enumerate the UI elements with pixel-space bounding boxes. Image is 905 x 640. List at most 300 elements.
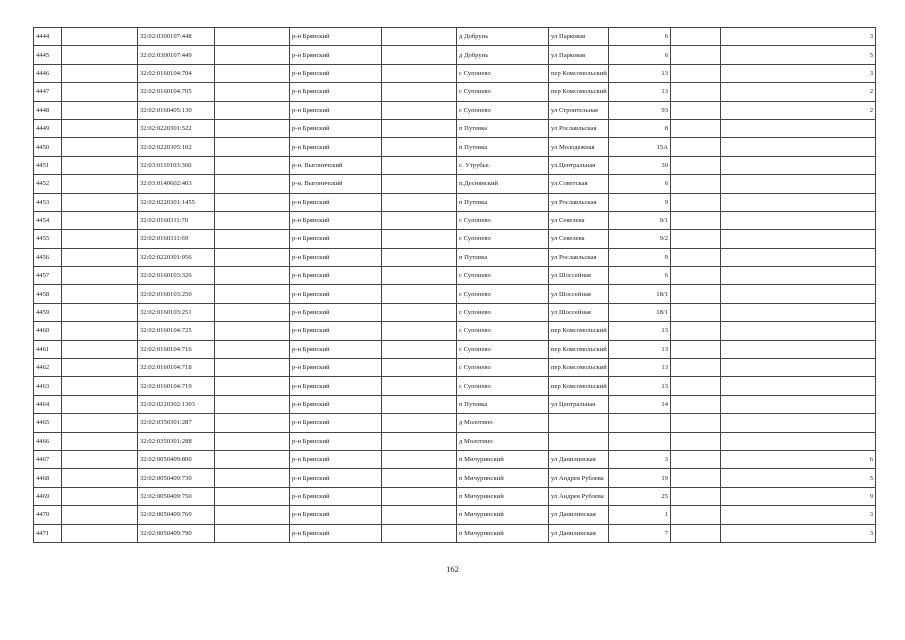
record-id-cell: 4463	[34, 377, 62, 395]
blank-cell	[215, 101, 290, 119]
blank-cell	[62, 340, 138, 358]
table-row	[34, 138, 876, 156]
table-row	[34, 340, 876, 358]
blank-cell	[671, 487, 721, 505]
blank-cell	[62, 138, 138, 156]
blank-cell	[62, 101, 138, 119]
locality-cell: д Молотино	[457, 414, 549, 432]
house-number-cell: 9/2	[609, 230, 671, 248]
cadastral-number-cell: 32:02:0050409:730	[138, 469, 215, 487]
table-body	[34, 28, 876, 543]
street-cell: ул Севелева	[549, 211, 609, 229]
district-cell: р-н Брянский	[290, 487, 382, 505]
district-cell: р-н Брянский	[290, 303, 382, 321]
locality-cell: с. Утрубье.	[457, 156, 549, 174]
house-number-cell: 13	[609, 340, 671, 358]
apartment-number-cell: 3	[721, 64, 876, 82]
blank-cell	[62, 28, 138, 46]
record-id-cell: 4460	[34, 322, 62, 340]
locality-cell: с Супонево	[457, 230, 549, 248]
blank-cell	[671, 230, 721, 248]
table-row	[34, 248, 876, 266]
district-cell: р-н Брянский	[290, 432, 382, 450]
blank-cell	[215, 156, 290, 174]
blank-cell	[62, 359, 138, 377]
blank-cell	[62, 156, 138, 174]
district-cell: р-н Брянский	[290, 469, 382, 487]
cadastral-number-cell: 32:02:0160104:718	[138, 359, 215, 377]
table-row	[34, 64, 876, 82]
district-cell: р-н Брянский	[290, 450, 382, 468]
blank-cell	[671, 377, 721, 395]
apartment-number-cell: 5	[721, 46, 876, 64]
street-cell: ул.Советская	[549, 175, 609, 193]
district-cell: р-н Брянский	[290, 267, 382, 285]
cadastral-number-cell: 32:02:0350301:288	[138, 432, 215, 450]
apartment-number-cell	[721, 414, 876, 432]
house-number-cell: 8	[609, 119, 671, 137]
apartment-number-cell	[721, 285, 876, 303]
street-cell: ул Строительная	[549, 101, 609, 119]
apartment-number-cell	[721, 303, 876, 321]
table-row	[34, 156, 876, 174]
record-id-cell: 4455	[34, 230, 62, 248]
locality-cell: п Мичуринский	[457, 450, 549, 468]
street-cell: ул Андрея Рублева	[549, 469, 609, 487]
blank-cell	[671, 211, 721, 229]
blank-cell	[62, 230, 138, 248]
blank-cell	[671, 395, 721, 413]
blank-cell	[62, 193, 138, 211]
table-row	[34, 101, 876, 119]
blank-cell	[215, 83, 290, 101]
house-number-cell: 18/1	[609, 285, 671, 303]
street-cell: ул Севелева	[549, 230, 609, 248]
apartment-number-cell	[721, 432, 876, 450]
blank-cell	[215, 322, 290, 340]
record-id-cell: 4462	[34, 359, 62, 377]
blank-cell	[671, 175, 721, 193]
house-number-cell: 13	[609, 359, 671, 377]
cadastral-number-cell: 32:02:0050409:750	[138, 487, 215, 505]
street-cell: пер Комсомольский	[549, 340, 609, 358]
district-cell: р-н Брянский	[290, 64, 382, 82]
table-row	[34, 28, 876, 46]
house-number-cell: 19	[609, 469, 671, 487]
record-id-cell: 4451	[34, 156, 62, 174]
table-row	[34, 432, 876, 450]
blank-cell	[62, 450, 138, 468]
cadastral-number-cell: 32:02:0160104:704	[138, 64, 215, 82]
record-id-cell: 4469	[34, 487, 62, 505]
street-cell: ул Парковая	[549, 28, 609, 46]
table-row	[34, 119, 876, 137]
blank-cell	[382, 414, 457, 432]
blank-cell	[671, 450, 721, 468]
apartment-number-cell	[721, 156, 876, 174]
table-row	[34, 359, 876, 377]
district-cell: р-н Брянский	[290, 340, 382, 358]
blank-cell	[215, 175, 290, 193]
record-id-cell: 4452	[34, 175, 62, 193]
locality-cell: п.Деснянский	[457, 175, 549, 193]
locality-cell: п Мичуринский	[457, 506, 549, 524]
locality-cell: д Добрунь	[457, 46, 549, 64]
cadastral-number-cell: 32:02:0220305:102	[138, 138, 215, 156]
house-number-cell: 14	[609, 395, 671, 413]
cadastral-number-cell: 32:02:0160104:705	[138, 83, 215, 101]
house-number-cell: 13	[609, 377, 671, 395]
district-cell: р-н Брянский	[290, 248, 382, 266]
apartment-number-cell	[721, 175, 876, 193]
blank-cell	[671, 138, 721, 156]
blank-cell	[671, 267, 721, 285]
district-cell: р-н Брянский	[290, 524, 382, 542]
locality-cell: д Молотино	[457, 432, 549, 450]
blank-cell	[62, 64, 138, 82]
blank-cell	[215, 432, 290, 450]
district-cell: р-н Брянский	[290, 46, 382, 64]
apartment-number-cell	[721, 267, 876, 285]
district-cell: р-н Брянский	[290, 414, 382, 432]
record-id-cell: 4466	[34, 432, 62, 450]
cadastral-number-cell: 32:02:0220301:1455	[138, 193, 215, 211]
record-id-cell: 4449	[34, 119, 62, 137]
blank-cell	[62, 469, 138, 487]
locality-cell: п Мичуринский	[457, 469, 549, 487]
house-number-cell: 9	[609, 248, 671, 266]
blank-cell	[382, 248, 457, 266]
street-cell: ул.Центральная	[549, 156, 609, 174]
street-cell: пер Комсомольский	[549, 64, 609, 82]
blank-cell	[215, 230, 290, 248]
locality-cell: п Мичуринский	[457, 524, 549, 542]
blank-cell	[382, 377, 457, 395]
apartment-number-cell: 6	[721, 450, 876, 468]
blank-cell	[62, 524, 138, 542]
record-id-cell: 4470	[34, 506, 62, 524]
cadastral-number-cell: 32:02:0050409:760	[138, 506, 215, 524]
blank-cell	[62, 119, 138, 137]
street-cell: ул Молодежная	[549, 138, 609, 156]
house-number-cell: 1	[609, 506, 671, 524]
record-id-cell: 4445	[34, 46, 62, 64]
blank-cell	[382, 193, 457, 211]
house-number-cell: 25	[609, 487, 671, 505]
blank-cell	[62, 83, 138, 101]
street-cell: ул Рославльская	[549, 248, 609, 266]
district-cell: р-н Брянский	[290, 119, 382, 137]
table-row	[34, 285, 876, 303]
table-row	[34, 414, 876, 432]
apartment-number-cell: 3	[721, 506, 876, 524]
blank-cell	[382, 524, 457, 542]
blank-cell	[382, 101, 457, 119]
street-cell: ул Шоссейная	[549, 285, 609, 303]
street-cell: ул Данилинская	[549, 524, 609, 542]
street-cell: ул Данилинская	[549, 506, 609, 524]
table-row	[34, 211, 876, 229]
apartment-number-cell	[721, 119, 876, 137]
street-cell	[549, 432, 609, 450]
district-cell: р-н. Выгоничский	[290, 175, 382, 193]
blank-cell	[382, 487, 457, 505]
blank-cell	[382, 359, 457, 377]
street-cell: пер Комсомольский	[549, 83, 609, 101]
blank-cell	[671, 46, 721, 64]
apartment-number-cell: 5	[721, 469, 876, 487]
blank-cell	[671, 64, 721, 82]
house-number-cell: 18/1	[609, 303, 671, 321]
blank-cell	[382, 267, 457, 285]
blank-cell	[62, 414, 138, 432]
house-number-cell: 6	[609, 267, 671, 285]
cadastral-number-cell: 32:02:0160104:719	[138, 377, 215, 395]
house-number-cell: 93	[609, 101, 671, 119]
table-row	[34, 469, 876, 487]
house-number-cell: 15А	[609, 138, 671, 156]
locality-cell: с Супонево	[457, 267, 549, 285]
blank-cell	[671, 432, 721, 450]
cadastral-number-cell: 32:02:0160103:250	[138, 285, 215, 303]
district-cell: р-н Брянский	[290, 377, 382, 395]
house-number-cell: 3	[609, 450, 671, 468]
apartment-number-cell	[721, 340, 876, 358]
district-cell: р-н Брянский	[290, 359, 382, 377]
blank-cell	[382, 138, 457, 156]
blank-cell	[382, 46, 457, 64]
blank-cell	[215, 303, 290, 321]
blank-cell	[382, 432, 457, 450]
blank-cell	[215, 193, 290, 211]
house-number-cell: 6	[609, 175, 671, 193]
district-cell: р-н Брянский	[290, 211, 382, 229]
blank-cell	[382, 175, 457, 193]
cadastral-number-cell: 32:02:0160103:326	[138, 267, 215, 285]
blank-cell	[62, 432, 138, 450]
cadastral-number-cell: 32:03:0140602:403	[138, 175, 215, 193]
blank-cell	[62, 506, 138, 524]
blank-cell	[215, 487, 290, 505]
blank-cell	[215, 359, 290, 377]
street-cell: ул Андрея Рублева	[549, 487, 609, 505]
blank-cell	[382, 303, 457, 321]
blank-cell	[62, 285, 138, 303]
district-cell: р-н Брянский	[290, 506, 382, 524]
apartment-number-cell: 2	[721, 101, 876, 119]
table-row	[34, 322, 876, 340]
cadastral-number-cell: 32:02:0160103:251	[138, 303, 215, 321]
street-cell: ул Шоссейная	[549, 267, 609, 285]
blank-cell	[671, 285, 721, 303]
blank-cell	[215, 414, 290, 432]
house-number-cell: 9	[609, 193, 671, 211]
blank-cell	[671, 414, 721, 432]
record-id-cell: 4446	[34, 64, 62, 82]
blank-cell	[215, 450, 290, 468]
blank-cell	[62, 303, 138, 321]
table-row	[34, 303, 876, 321]
table-row	[34, 524, 876, 542]
page-number: 162	[446, 564, 459, 574]
house-number-cell: 13	[609, 83, 671, 101]
blank-cell	[215, 469, 290, 487]
blank-cell	[62, 267, 138, 285]
cadastral-number-cell: 32:02:0220301:956	[138, 248, 215, 266]
street-cell: пер Комсомольский	[549, 322, 609, 340]
locality-cell: д Добрунь	[457, 28, 549, 46]
blank-cell	[671, 340, 721, 358]
locality-cell: с Супонево	[457, 377, 549, 395]
record-id-cell: 4448	[34, 101, 62, 119]
record-id-cell: 4468	[34, 469, 62, 487]
blank-cell	[671, 359, 721, 377]
table-row	[34, 46, 876, 64]
district-cell: р-н Брянский	[290, 230, 382, 248]
cadastral-number-cell: 32:02:0350301:287	[138, 414, 215, 432]
district-cell: р-н Брянский	[290, 395, 382, 413]
blank-cell	[382, 285, 457, 303]
blank-cell	[215, 64, 290, 82]
locality-cell: с Супонево	[457, 303, 549, 321]
street-cell: ул Шоссейная	[549, 303, 609, 321]
district-cell: р-н. Выгоничский	[290, 156, 382, 174]
blank-cell	[382, 119, 457, 137]
apartment-number-cell: 2	[721, 83, 876, 101]
district-cell: р-н Брянский	[290, 101, 382, 119]
blank-cell	[215, 267, 290, 285]
blank-cell	[215, 506, 290, 524]
blank-cell	[215, 285, 290, 303]
district-cell: р-н Брянский	[290, 138, 382, 156]
blank-cell	[671, 193, 721, 211]
locality-cell: с Супонево	[457, 101, 549, 119]
blank-cell	[671, 524, 721, 542]
cadastral-number-cell: 32:02:0160104:725	[138, 322, 215, 340]
cadastral-number-cell: 32:02:0300107:448	[138, 28, 215, 46]
street-cell: пер Комсомольский	[549, 359, 609, 377]
apartment-number-cell	[721, 377, 876, 395]
blank-cell	[382, 322, 457, 340]
blank-cell	[62, 395, 138, 413]
apartment-number-cell	[721, 230, 876, 248]
cadastral-number-cell: 32:02:0160311:70	[138, 211, 215, 229]
district-cell: р-н Брянский	[290, 83, 382, 101]
apartment-number-cell	[721, 211, 876, 229]
apartment-number-cell: 3	[721, 28, 876, 46]
record-id-cell: 4457	[34, 267, 62, 285]
locality-cell: п Путевка	[457, 119, 549, 137]
blank-cell	[382, 230, 457, 248]
table-row	[34, 175, 876, 193]
house-number-cell: 30	[609, 156, 671, 174]
record-id-cell: 4454	[34, 211, 62, 229]
locality-cell: п Путевка	[457, 248, 549, 266]
blank-cell	[671, 248, 721, 266]
blank-cell	[382, 156, 457, 174]
house-number-cell	[609, 432, 671, 450]
apartment-number-cell	[721, 193, 876, 211]
locality-cell: с Супонево	[457, 211, 549, 229]
apartment-number-cell	[721, 395, 876, 413]
blank-cell	[671, 119, 721, 137]
blank-cell	[382, 211, 457, 229]
blank-cell	[215, 28, 290, 46]
apartment-number-cell: 3	[721, 524, 876, 542]
blank-cell	[671, 83, 721, 101]
locality-cell: с Супонево	[457, 285, 549, 303]
blank-cell	[62, 248, 138, 266]
locality-cell: п Мичуринский	[457, 487, 549, 505]
blank-cell	[215, 340, 290, 358]
table-row	[34, 230, 876, 248]
blank-cell	[382, 450, 457, 468]
cadastral-number-cell: 32:02:0160311:69	[138, 230, 215, 248]
house-number-cell: 6	[609, 46, 671, 64]
blank-cell	[671, 101, 721, 119]
blank-cell	[62, 46, 138, 64]
blank-cell	[62, 322, 138, 340]
record-id-cell: 4450	[34, 138, 62, 156]
locality-cell: с Супонево	[457, 340, 549, 358]
blank-cell	[671, 322, 721, 340]
apartment-number-cell	[721, 359, 876, 377]
blank-cell	[382, 469, 457, 487]
table-row	[34, 377, 876, 395]
house-number-cell: 9/1	[609, 211, 671, 229]
locality-cell: с Супонево	[457, 322, 549, 340]
blank-cell	[382, 83, 457, 101]
street-cell: ул Парковая	[549, 46, 609, 64]
table-row	[34, 487, 876, 505]
table-row	[34, 83, 876, 101]
blank-cell	[382, 340, 457, 358]
apartment-number-cell	[721, 138, 876, 156]
locality-cell: п Путевка	[457, 395, 549, 413]
blank-cell	[62, 211, 138, 229]
cadastral-number-cell: 32:02:0050409:790	[138, 524, 215, 542]
record-id-cell: 4465	[34, 414, 62, 432]
record-id-cell: 4447	[34, 83, 62, 101]
table-row	[34, 267, 876, 285]
district-cell: р-н Брянский	[290, 285, 382, 303]
cadastral-number-cell: 32:02:0300107:449	[138, 46, 215, 64]
house-number-cell: 13	[609, 64, 671, 82]
blank-cell	[62, 487, 138, 505]
record-id-cell: 4464	[34, 395, 62, 413]
blank-cell	[215, 211, 290, 229]
table-row	[34, 193, 876, 211]
street-cell: пер Комсомольский	[549, 377, 609, 395]
table-row	[34, 450, 876, 468]
table-row	[34, 506, 876, 524]
cadastral-number-cell: 32:03:0110103:360	[138, 156, 215, 174]
street-cell	[549, 414, 609, 432]
house-number-cell: 6	[609, 28, 671, 46]
cadastral-number-cell: 32:02:0160104:716	[138, 340, 215, 358]
locality-cell: с Супонево	[457, 64, 549, 82]
street-cell: ул Центральная	[549, 395, 609, 413]
blank-cell	[215, 524, 290, 542]
house-number-cell	[609, 414, 671, 432]
blank-cell	[671, 156, 721, 174]
record-id-cell: 4467	[34, 450, 62, 468]
blank-cell	[215, 248, 290, 266]
blank-cell	[382, 64, 457, 82]
blank-cell	[215, 377, 290, 395]
blank-cell	[215, 119, 290, 137]
apartment-number-cell: 9	[721, 487, 876, 505]
